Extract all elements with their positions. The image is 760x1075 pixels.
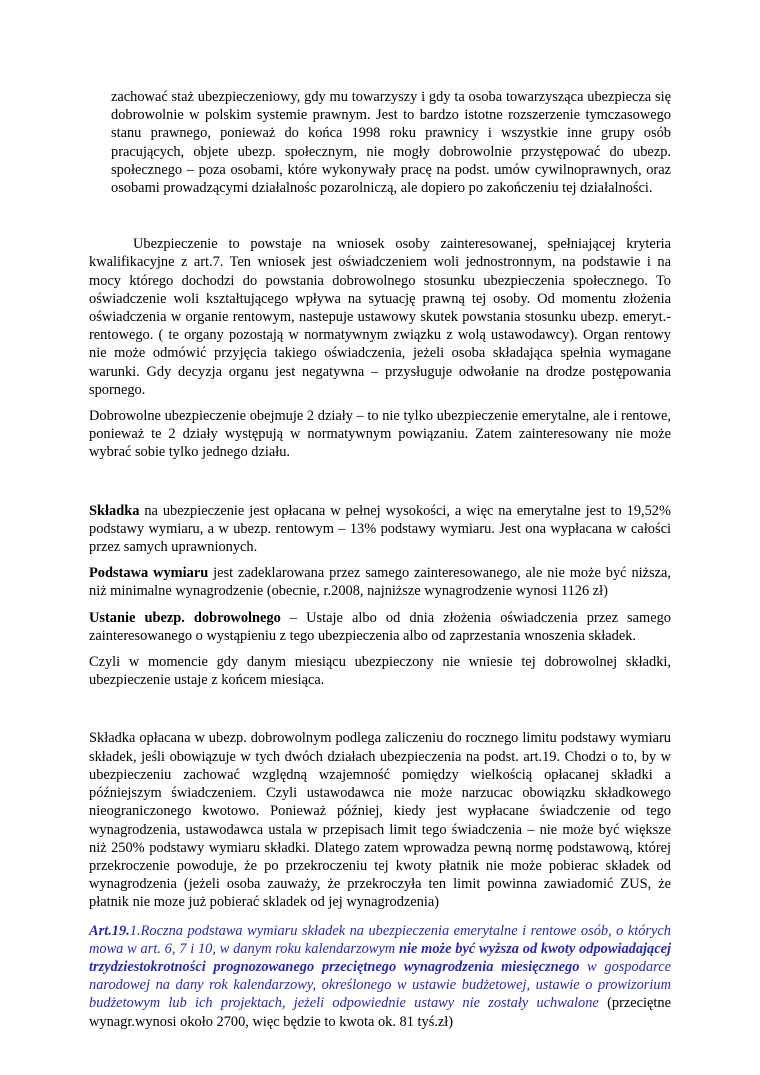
art19-bold-text: nie może być wyższa od kwoty odpowiadającej trzydziestokrotności prognozowanego przeciętnego wynagrodzenia miesięcznego xyxy=(89,940,672,975)
paragraph-art19 xyxy=(89,922,671,1031)
paragraph-dzialy: Dobrowolne ubezpieczenie obejmuje 2 działy – to nie tylko ubezpieczenie emerytalne, ale i rentowe, ponieważ te 2 działy występują w normatywnym powiązaniu. Zatem zainteresowany nie może wybrać sobie tylko jednego działu. xyxy=(89,408,671,461)
art19-text-1: 1.Roczna podstawa wymiaru składek na ubezpieczenia emerytalne i rentowe osób, o których mowa w art. 6, 7 i 10, w danym roku kalendarzowym xyxy=(89,922,671,957)
art19-label: Art.19. xyxy=(89,922,130,939)
term-podstawa-wymiaru: Podstawa wymiaru xyxy=(89,565,209,582)
art19-text-2: w gospodarce narodowej na dany rok kalendarzowy, określonego w ustawie budżetowej, ustawie o prowizorium budżetowym lub ich projektach, jeżeli odpowiednie ustawy nie zostały uchwalone xyxy=(89,958,671,1012)
term-ustanie: Ustanie ubezp. dobrowolnego xyxy=(89,609,281,626)
term-skladka: Składka xyxy=(89,502,140,519)
paragraph-wniosek: Ubezpieczenie to powstaje na wniosek osoby zainteresowanej, spełniającej kryteria kwalifikacyjne z art.7. Ten wniosek jest oświadczeniem woli jednostronnym, na podstawie i na mocy którego dochodzi do powstania dobrowolnego stosunku ubezpieczenia społecznego. To oświadczenie woli kształtującego wpływa na sytuację prawną tej osoby. Od momentu złożenia oświadczenia w organie rentowym, nastepuje ustawowy skutek powstania stosunku ubezp. emeryt.-rentowego. ( te organy pozostają w normatywnym związku z wolą ustawodawcy). Organ rentowy nie może odmówić przyjęcia takiego oświadczenia, jeżeli osoba składająca spełnia wymagane warunki. Gdy decyzja organu jest negatywna – przysługuje odwołanie na drodze postępowania spornego. xyxy=(89,236,671,398)
podstawa-wymiaru-text: jest zadeklarowana przez samego zainteresowanego, ale nie może być niższa, niż minimalne wynagrodzenie (obecnie, r.2008, najniższe wynagrodzenie wynosi 1126 zł) xyxy=(89,565,671,600)
paragraph-ustanie xyxy=(89,609,671,645)
paragraph-podstawa-wymiaru xyxy=(89,564,671,600)
paragraph-limit: Składka opłacana w ubezp. dobrowolnym podlega zaliczeniu do rocznego limitu podstawy wymiaru składek, jeśli obowiązuje w tych dwóch działach ubezpieczenia na podst. art.19. Chodzi o to, by w ubezpieczeniu zachować względną wzajemność pomiędzy wielkością opłacanej składki a późniejszym świadczeniem. Czyli ustawodawca nie może narzucac obowiązku składkowego nieograniczonego kwotowo. Ponieważ później, kiedy jest wypłacane świadczenie od tego wynagrodzenia, ustawodawca ustala w przepisach limit tego świadczenia – nie może być większe niż 250% podstawy wymiaru składki. Dlatego zatem wprowadza pewną normę podstawową, której przekroczenie powoduje, że po przekroczeniu tej kwoty płatnik nie może pobierac składek od wynagrodzenia (jeżeli osoba zauważy, że przekroczyła ten limit powinna zawiadomić ZUS, że płatnik nie moze już pobierać skladek od jej wynagrodzenia) xyxy=(89,730,671,911)
paragraph-skladka xyxy=(89,502,671,557)
ustanie-text: – Ustaje albo od dnia złożenia oświadczenia przez samego zainteresowanego o wystąpieniu z tego ubezpieczenia albo od zaprzestania wnoszenia składek. xyxy=(89,609,671,644)
paragraph-koniec-miesiaca: Czyli w momencie gdy danym miesiącu ubezpieczony nie wniesie tej dobrowolnej składki, ubezpieczenie ustaje z końcem miesiąca. xyxy=(89,654,671,689)
art19-commentary: (przeciętne wynagr.wynosi około 2700, więc będzie to kwota ok. 81 tyś.zł) xyxy=(89,995,671,1030)
paragraph-stanu-prawnego: zachować staż ubezpieczeniowy, gdy mu towarzyszy i gdy ta osoba towarzysząca ubezpiecza się dobrowolnie w polskim systemie prawnym. Jest to bardzo istotne rozszerzenie tymczasowego stanu prawnego, ponieważ do końca 1998 roku prawnicy i wszystkie inne grupy osób pracujących, objete ubezp. społecznym, nie mogły dobrowolnie przystępować do ubezp. społecznego – poza osobami, które wykonywały pracę na podst. umów cywilnoprawnych, oraz osobami prowadzącymi działalnośc pozarolniczą, ale dopiero po zakończeniu tej działalności. xyxy=(111,89,671,197)
art19-quote xyxy=(89,923,671,1012)
skladka-text: na ubezpieczenie jest opłacana w pełnej wysokości, a więc na emerytalne jest to 19,52% podstawy wymiaru, a w ubezp. rentowym – 13% podstawy wymiaru. Jest ona wypłacana w całości przez samych uprawnionych. xyxy=(89,502,671,556)
